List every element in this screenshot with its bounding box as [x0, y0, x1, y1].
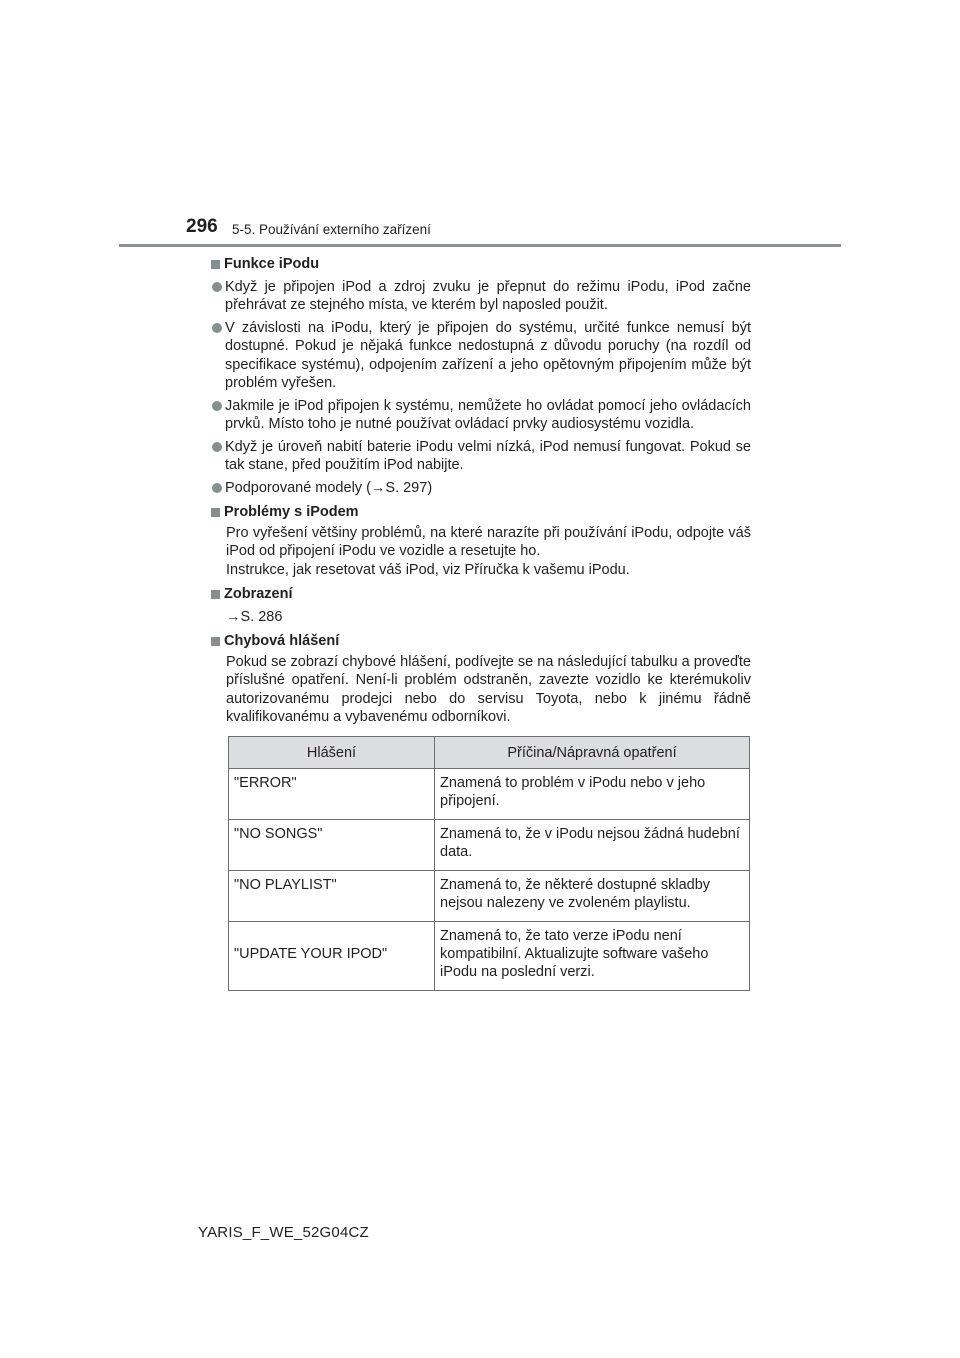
table-row: [229, 871, 750, 922]
column-header-cause: Příčina/Nápravná opatření: [435, 737, 750, 769]
chapter-title: 5-5. Používání externího zařízení: [232, 222, 431, 237]
list-item: Když je úroveň nabití baterie iPodu velmi nízká, iPod nemusí fungovat. Pokud se tak stane, před použitím iPod nabijte.: [211, 438, 751, 475]
error-message-table: [228, 736, 750, 991]
table-row: [229, 922, 750, 991]
table-row: [229, 820, 750, 871]
section-heading-chybova: Chybová hlášení: [211, 632, 751, 651]
message-cell: "NO PLAYLIST": [229, 871, 435, 922]
circle-bullet-icon: [212, 323, 222, 333]
page-number: 296: [186, 216, 218, 237]
main-content: [211, 255, 751, 727]
table-row: [229, 769, 750, 820]
square-bullet-icon: [211, 508, 220, 517]
paragraph: Instrukce, jak resetovat váš iPod, viz Příručka k vašemu iPodu.: [226, 561, 630, 578]
circle-bullet-icon: [212, 483, 222, 493]
circle-bullet-icon: [212, 442, 222, 452]
section-heading-funkce: Funkce iPodu: [211, 255, 751, 274]
list-item: Když je připojen iPod a zdroj zvuku je přepnut do režimu iPodu, iPod začne přehrávat ze stejného místa, ve kterém byl naposled použit.: [211, 278, 751, 315]
square-bullet-icon: [211, 260, 220, 269]
cause-cell: Znamená to, že v iPodu nejsou žádná hudební data.: [435, 820, 750, 871]
section-heading-problemy: Problémy s iPodem: [211, 503, 751, 522]
paragraph: Pro vyřešení většiny problémů, na které narazíte při používání iPodu, odpojte váš iPod od připojení iPodu ve vozidle a resetujte ho.: [226, 524, 751, 559]
section-heading-zobrazeni: Zobrazení: [211, 585, 751, 604]
message-cell: "ERROR": [229, 769, 435, 820]
cause-cell: Znamená to, že tato verze iPodu není kompatibilní. Aktualizujte software vašeho iPodu na poslední verzi.: [435, 922, 750, 991]
message-cell: "NO SONGS": [229, 820, 435, 871]
header-rule: [119, 244, 841, 247]
circle-bullet-icon: [212, 401, 222, 411]
paragraph: Pokud se zobrazí chybové hlášení, podívejte se na následující tabulku a proveďte příslušné opatření. Není-li problém odstraněn, zavezte vozidlo ke kterémukoliv autorizovanému prodejci nebo do servisu Toyota, nebo k jinému řádně kvalifikovanému a vybavenému odborníkovi.: [226, 653, 751, 725]
document-code: YARIS_F_WE_52G04CZ: [198, 1224, 369, 1241]
table-header-row: [229, 737, 750, 769]
list-item: Podporované modely (→S. 297): [211, 479, 751, 498]
column-header-message: Hlášení: [229, 737, 435, 769]
cross-reference: →S. 286: [226, 608, 283, 625]
list-item: Jakmile je iPod připojen k systému, nemůžete ho ovládat pomocí jeho ovládacích prvků. Místo toho je nutné používat ovládací prvky audiosystému vozidla.: [211, 397, 751, 434]
cause-cell: Znamená to problém v iPodu nebo v jeho připojení.: [435, 769, 750, 820]
square-bullet-icon: [211, 590, 220, 599]
circle-bullet-icon: [212, 282, 222, 292]
cause-cell: Znamená to, že některé dostupné skladby nejsou nalezeny ve zvoleném playlistu.: [435, 871, 750, 922]
message-cell: "UPDATE YOUR IPOD": [229, 922, 435, 991]
square-bullet-icon: [211, 637, 220, 646]
list-item: V závislosti na iPodu, který je připojen do systému, určité funkce nemusí být dostupné. Pokud je nějaká funkce nedostupná z důvodu poruchy (na rozdíl od specifikace systému), odpojením zařízení a jeho opětovným připojením může být problém vyřešen.: [211, 319, 751, 393]
